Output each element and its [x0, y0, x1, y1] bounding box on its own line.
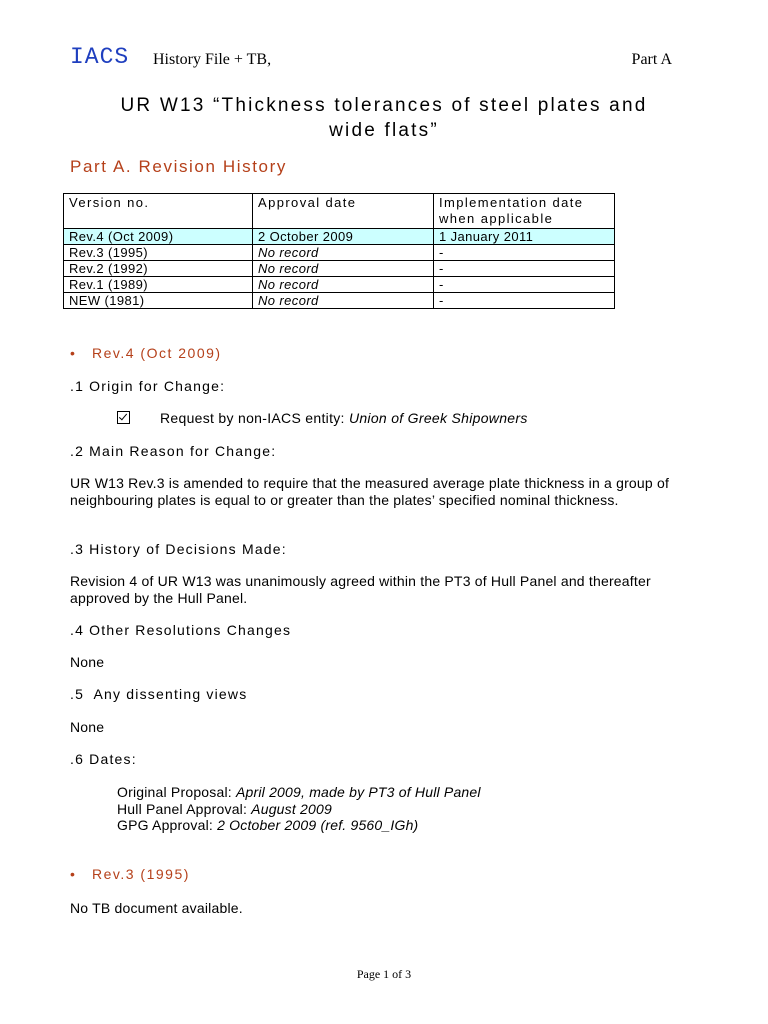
rev3-heading-text: Rev.3 (1995): [92, 866, 190, 882]
page-number: Page 1 of 3: [356, 967, 412, 981]
document-title: [70, 93, 698, 143]
table-header-cell: Version no.: [64, 194, 253, 229]
header-file-label: History File + TB,: [153, 51, 272, 68]
revision-history-table: [63, 193, 615, 309]
origin-value: Union of Greek Shipowners: [348, 410, 528, 426]
table-cell-version: Rev.4 (Oct 2009): [64, 229, 253, 245]
table-cell-implementation: 1 January 2011: [434, 229, 615, 245]
document-title-line2: wide flats”: [329, 120, 439, 141]
rev3-heading: [70, 866, 190, 882]
dissenting-views-heading: .5 Any dissenting views: [70, 686, 248, 702]
document-title-line1: UR W13 “Thickness tolerances of steel plates and: [120, 95, 648, 116]
reason-text: UR W13 Rev.3 is amended to require that the measured average plate thickness in a group of neighbouring plates is equal to or greater than the plates’ specified nominal thickness.: [70, 475, 670, 508]
table-header-cell: Approval date: [253, 194, 434, 229]
rev4-heading: [70, 345, 222, 361]
table-cell-approval: No record: [253, 293, 434, 309]
other-resolutions-text: None: [70, 654, 105, 670]
table-cell-version: Rev.3 (1995): [64, 245, 253, 261]
table-cell-version: Rev.1 (1989): [64, 277, 253, 293]
table-header-row: [64, 194, 615, 229]
table-row: [64, 229, 615, 245]
org-logo-text: IACS: [70, 44, 130, 70]
origin-item: [117, 410, 528, 426]
table-row: [64, 261, 615, 277]
section-title: Part A. Revision History: [70, 157, 287, 176]
date-gpg-approval: GPG Approval: 2 October 2009 (ref. 9560_IGh): [117, 817, 419, 833]
decisions-heading: .3 History of Decisions Made:: [70, 541, 287, 557]
origin-heading: .1 Origin for Change:: [70, 378, 226, 394]
checkbox-icon: [117, 411, 130, 424]
header-part-label: Part A: [631, 51, 672, 68]
table-row: [64, 293, 615, 309]
table-cell-version: NEW (1981): [64, 293, 253, 309]
origin-label: Request by non-IACS entity:: [160, 410, 349, 426]
table-cell-approval: No record: [253, 277, 434, 293]
table-cell-approval: No record: [253, 261, 434, 277]
table-cell-implementation: -: [434, 293, 615, 309]
date-hull-panel-approval: Hull Panel Approval: August 2009: [117, 800, 332, 817]
dates-list: [117, 784, 481, 834]
bullet-icon: •: [70, 866, 77, 882]
table-cell-version: Rev.2 (1992): [64, 261, 253, 277]
rev4-heading-text: Rev.4 (Oct 2009): [92, 345, 222, 361]
reason-heading: .2 Main Reason for Change:: [70, 443, 277, 459]
dissenting-views-text: None: [70, 719, 105, 735]
dates-heading: .6 Dates:: [70, 751, 137, 767]
table-cell-implementation: -: [434, 261, 615, 277]
decisions-text: Revision 4 of UR W13 was unanimously agreed within the PT3 of Hull Panel and thereafter approved by the Hull Panel.: [70, 573, 651, 606]
table-cell-approval: No record: [253, 245, 434, 261]
table-cell-implementation: -: [434, 277, 615, 293]
table-row: [64, 277, 615, 293]
table-row: [64, 245, 615, 261]
table-cell-approval: 2 October 2009: [253, 229, 434, 245]
table-cell-implementation: -: [434, 245, 615, 261]
bullet-icon: •: [70, 345, 77, 361]
rev3-text: No TB document available.: [70, 900, 243, 916]
date-original-proposal: Original Proposal: April 2009, made by PT3 of Hull Panel: [117, 784, 481, 800]
table-header-cell: Implementation date when applicable: [434, 194, 615, 229]
other-resolutions-heading: .4 Other Resolutions Changes: [70, 622, 292, 638]
